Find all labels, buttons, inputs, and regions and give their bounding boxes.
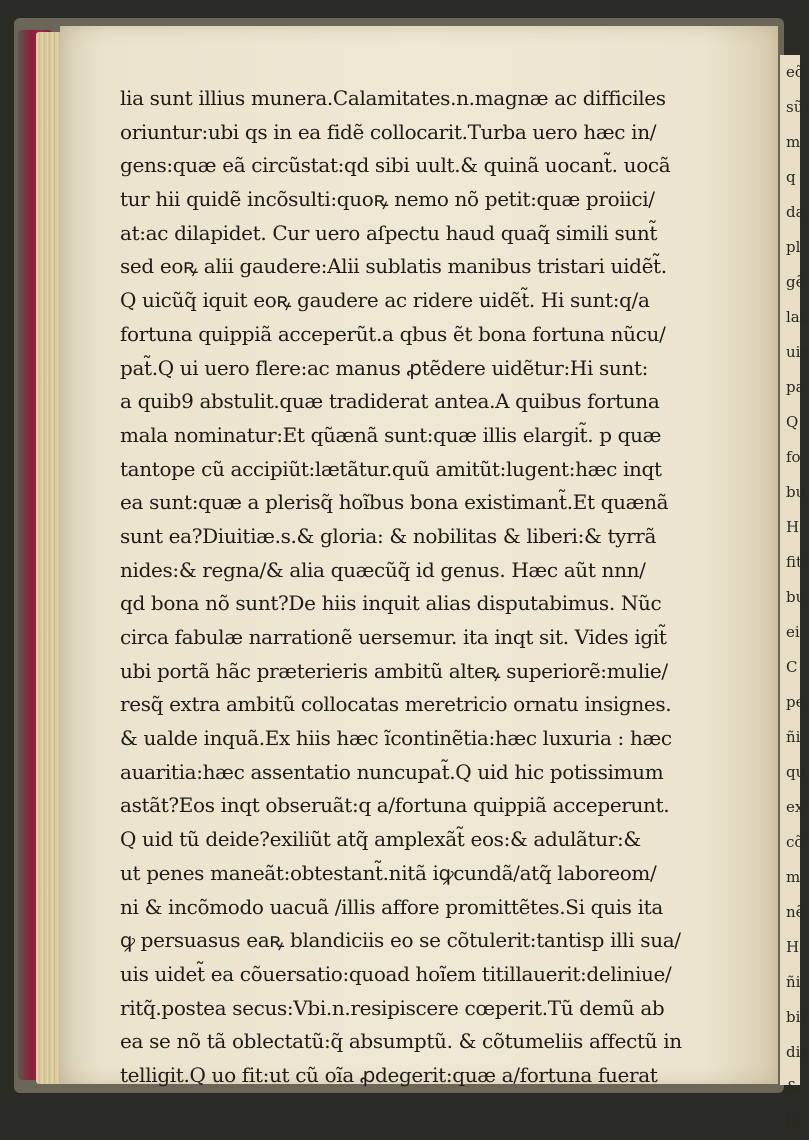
facing-page-fragment: pl [786, 238, 801, 256]
page-text-block [120, 82, 745, 1093]
facing-page-fragment: bil [786, 1008, 806, 1026]
text-line: mala nominatur:Et qũænã sunt:quæ illis elargit̃. p quæ [120, 422, 662, 447]
facing-page-fragment: ex [786, 798, 804, 816]
text-line: nides:& regna/& alia quæcũq̃ id genus. Hæc aũt nnn/ [120, 557, 646, 582]
facing-page-margin [780, 55, 809, 1131]
text-line: telligit.Q uo fit:ut cũ oĩa ꝓdegerit:quæ a/fortuna fuerat [120, 1062, 658, 1087]
facing-page-fragment: fit [786, 553, 803, 571]
facing-page-fragment: H [786, 938, 800, 956]
facing-page-fragment: cõ [786, 833, 804, 851]
facing-page-fragment: fo [786, 448, 801, 466]
text-line: ea sunt:quæ a plerisq̃ hoĩbus bona existimant̃.Et quænã [120, 490, 669, 515]
text-line: oriuntur:ubi qs in ea fidẽ collocarit.Turba uero hæc in/ [120, 119, 657, 144]
text-line: tantope cũ accipiũt:lætãtur.quũ amitũt:lugent:hæc inqt [120, 456, 662, 481]
facing-page-fragment: pe [786, 693, 805, 711]
text-line: pat̃.Q ui uero flere:ac manus ꝓtẽdere uidẽtur:Hi sunt: [120, 355, 649, 380]
facing-page-fragment: bu [786, 483, 806, 501]
text-line: ubi portã hãc præterieris ambitũ alteꝶ superiorẽ:mulie/ [120, 658, 668, 683]
facing-page-fragment: nẽ [786, 903, 805, 921]
text-line: ritq̃.postea secus:Vbi.n.resipiscere cœperit.Tũ demũ ab [120, 995, 665, 1020]
facing-page-fragment: da [786, 203, 805, 221]
facing-page-fragment: m [786, 133, 801, 151]
facing-page-fragment: ei [786, 623, 800, 641]
facing-page-fragment: le [786, 1113, 800, 1131]
text-line: tur hii quidẽ incõsulti:quoꝶ nemo nõ petit:quæ proiici/ [120, 187, 655, 212]
text-line: lia sunt illius munera.Calamitates.n.magnæ ac difficiles [120, 86, 666, 110]
facing-page-fragment: sũ [786, 98, 804, 116]
facing-page-fragment: ñi [786, 973, 801, 991]
facing-page-fragment: bu [786, 588, 806, 606]
text-line: resq̃ extra ambitũ collocatas meretricio ornatu insignes. [120, 692, 672, 717]
text-line: Q uicũq̃ iquit eoꝶ gaudere ac ridere uidẽt̃. Hi sunt:q/a [120, 288, 650, 313]
text-line: Q uid tũ deide?exiliũt atq̃ amplexãt̃ eos:& adulãtur:& [120, 827, 641, 852]
text-line: ꝙ persuasus eaꝶ blandiciis eo se cõtulerit:tantisp illi sua/ [120, 928, 681, 953]
text-line: fortuna quippiã acceperũt.a qbus ẽt bona fortuna nũcu/ [120, 321, 666, 346]
facing-page-fragment: qu [786, 763, 806, 781]
text-line: auaritia:hæc assentatio nuncupat̃.Q uid hic potissimum [120, 759, 664, 784]
facing-page-fragment: eõ [786, 63, 804, 81]
facing-page-fragment: uic [786, 343, 809, 361]
text-line: astãt?Eos inqt obseruãt:q a/fortuna quippiã acceperunt. [120, 793, 670, 818]
facing-page-fragment: q [786, 168, 796, 186]
text-line: uis uidet̃ ea cõuersatio:quoad hoĩem titillauerit:deliniue/ [120, 961, 672, 986]
text-line: & ualde inquã.Ex hiis hæc ĩcontinẽtia:hæc luxuria : hæc [120, 726, 672, 751]
facing-page-fragment: dix [786, 1043, 809, 1061]
text-line: ni & incõmodo uacuã /illis affore promittẽtes.Si quis ita [120, 894, 663, 919]
facing-page-fragment: m [786, 868, 801, 886]
facing-page-fragment: C [786, 658, 798, 676]
text-line: gens:quæ eã circũstat:qd sibi uult.& quinã uocant̃. uocã [120, 153, 671, 178]
facing-page-fragment: Q [786, 413, 799, 431]
text-line: sunt ea?Diuitiæ.s.& gloria: & nobilitas & liberi:& tyrrã [120, 523, 657, 548]
facing-page-fragment: pa [786, 378, 805, 396]
text-line: ea se nõ tã oblectatũ:q̃ absumptũ. & cõtumeliis affectũ in [120, 1029, 682, 1054]
text-line: at:ac dilapidet. Cur uero aſpectu haud quaq̃ simili sunt̃ [120, 220, 658, 245]
text-line: sed eoꝶ alii gaudere:Alii sublatis manibus tristari uidẽt̃. [120, 254, 667, 279]
facing-page-fragment: lat [786, 308, 806, 326]
facing-page-fragment: H [786, 518, 800, 536]
text-line: a quib9 abstulit.quæ tradiderat antea.A quibus fortuna [120, 389, 660, 414]
text-line: circa fabulæ narrationẽ uersemur. ita inqt sit. Vides igit̃ [120, 625, 667, 649]
facing-page-fragment: gẽ [786, 273, 805, 291]
facing-page-fragment: ñi [786, 728, 801, 746]
text-line: qd bona nõ sunt?De hiis inquit alias disputabimus. Nũc [120, 591, 662, 616]
facing-page-fragment: & [786, 1078, 800, 1096]
text-line: ut penes maneãt:obtestant̃.nitã iꝙcundã/atq̃ laboreom/ [120, 860, 657, 885]
